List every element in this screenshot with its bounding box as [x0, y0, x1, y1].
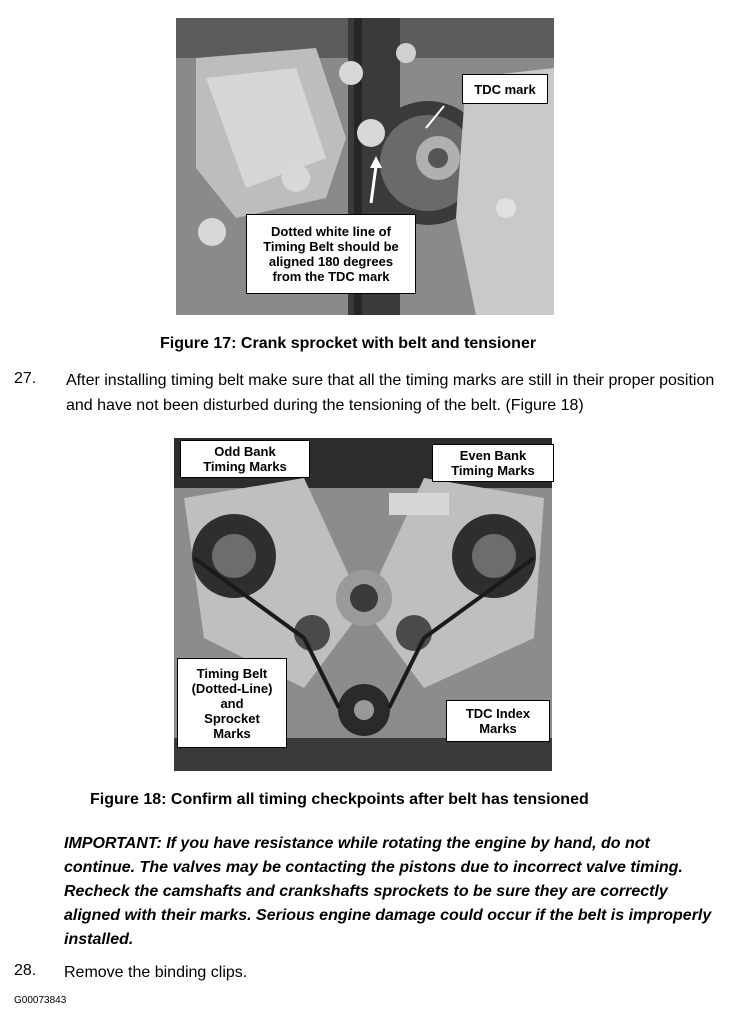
step27-number: 27.: [14, 370, 37, 387]
important-note: IMPORTANT: If you have resistance while rotating the engine by hand, do not continue. The valves may be contacting the pistons due to incorrect valve timing. Recheck the camshafts and crankshafts sprockets to be sure they are correctly aligned with their marks. Serious engine damage could occur if the belt is improperly installed.: [64, 835, 712, 948]
step28-text: Remove the binding clips.: [64, 964, 248, 981]
step28-number: 28.: [14, 962, 37, 979]
odd-bank-callout: Odd Bank Timing Marks: [180, 440, 310, 478]
figure17-caption: Figure 17: Crank sprocket with belt and tensioner: [160, 335, 537, 352]
dotted-line-callout: Dotted white line of Timing Belt should be aligned 180 degrees from the TDC mark: [246, 214, 416, 294]
timing-belt-callout: Timing Belt (Dotted-Line) and Sprocket Marks: [177, 658, 287, 748]
tdc-mark-callout: TDC mark: [462, 74, 548, 104]
document-id: G00073843: [14, 995, 67, 1006]
step27-text: After installing timing belt make sure that all the timing marks are still in their proper position and have not been disturbed during the tensioning of the belt. (Figure 18): [66, 372, 715, 414]
even-bank-callout: Even Bank Timing Marks: [432, 444, 554, 482]
tdc-index-callout: TDC Index Marks: [446, 700, 550, 742]
figure18-caption: Figure 18: Confirm all timing checkpoints after belt has tensioned: [90, 791, 589, 808]
